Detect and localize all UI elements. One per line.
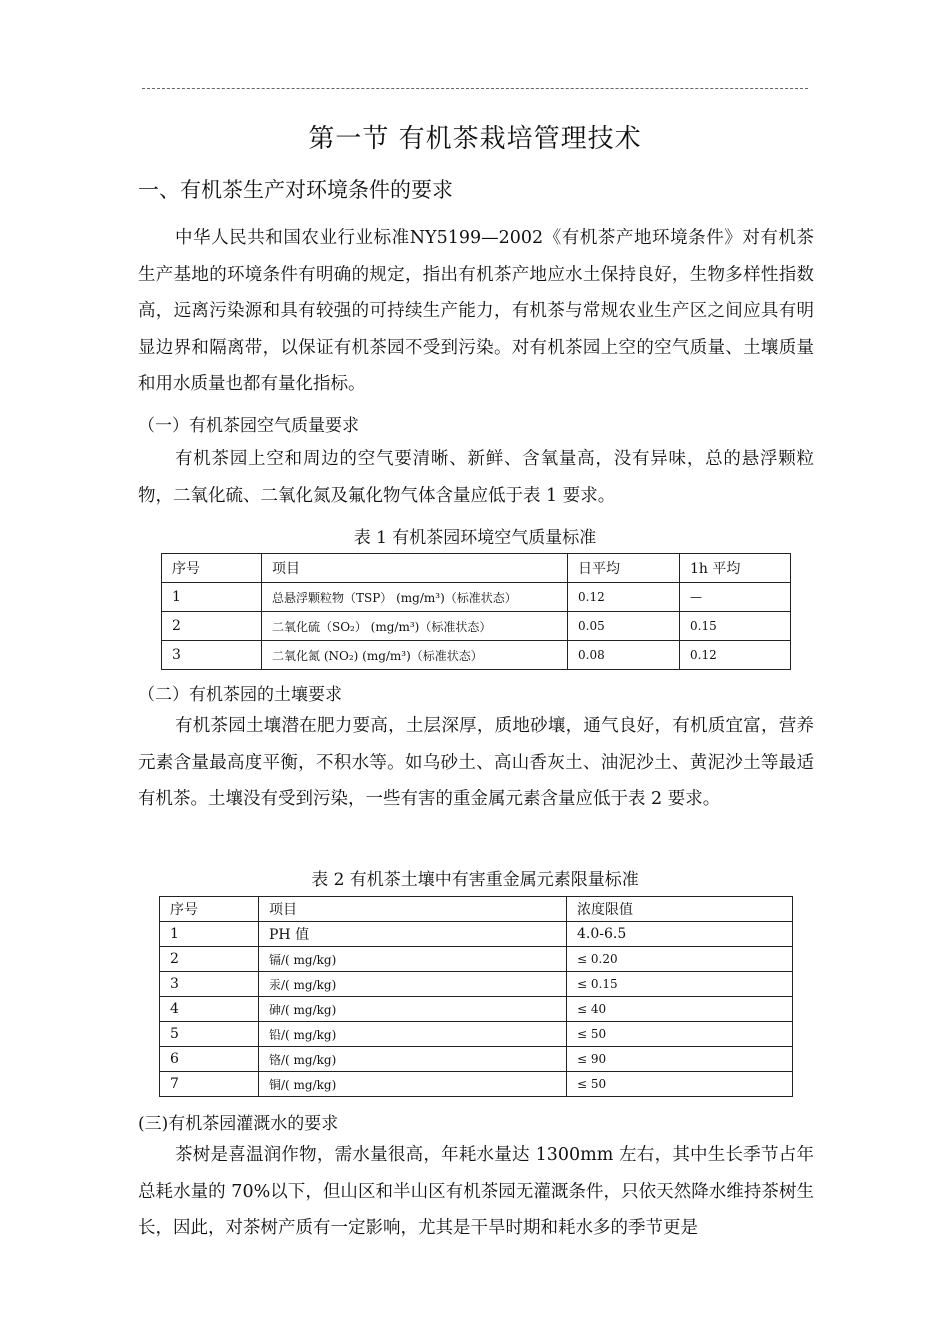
intro-paragraph: 中华人民共和国农业行业标准NY5199—2002《有机茶产地环境条件》对有机茶生产基地的环境条件有明确的规定，指出有机茶产地应水土保持良好，生物多样性指数高，远离污染源和具有较强的可持续生产能力，有机茶与常规农业生产区之间应具有明显边界和隔离带，以保证有机茶园不受到污染。对有机茶园上空的空气质量、土壤质量和用水质量也都有量化指标。 [138, 228, 814, 394]
table-cell: 1 [160, 922, 259, 947]
table-row [160, 1047, 793, 1072]
table-cell: ≤ 50 [567, 1022, 793, 1047]
air-heading: （一）有机茶园空气质量要求 [138, 416, 359, 436]
table-cell: 5 [160, 1022, 259, 1047]
table-cell: ≤ 50 [567, 1072, 793, 1097]
table-header-cell: 序号 [160, 897, 259, 922]
air-paragraph: 有机茶园上空和周边的空气要清晰、新鲜、含氧量高，没有异味，总的悬浮颗粒物，二氧化硫、二氧化氮及氟化物气体含量应低于表 1 要求。 [138, 449, 814, 506]
table-cell: ≤ 0.15 [567, 972, 793, 997]
table-cell: 总悬浮颗粒物（TSP） (mg/m³)（标准状态） [262, 583, 568, 612]
table-cell: 汞/( mg/kg) [259, 972, 567, 997]
page-title: 第一节 有机茶栽培管理技术 [308, 124, 642, 154]
table-row [162, 641, 791, 670]
table-cell: PH 值 [259, 922, 567, 947]
table-cell: ≤ 0.20 [567, 947, 793, 972]
table-cell: — [680, 583, 791, 612]
air-quality-table [161, 553, 791, 670]
table-cell: 7 [160, 1072, 259, 1097]
table-header-cell: 序号 [162, 554, 262, 583]
table-cell: 0.08 [568, 641, 680, 670]
table-cell: 铬/( mg/kg) [259, 1047, 567, 1072]
table-header-cell: 浓度限值 [567, 897, 793, 922]
soil-heading: （二）有机茶园的土壤要求 [138, 685, 342, 705]
water-heading: (三)有机茶园灌溉水的要求 [138, 1114, 339, 1134]
table-cell: 0.12 [568, 583, 680, 612]
table2-caption: 表 2 有机茶土壤中有害重金属元素限量标准 [311, 870, 639, 890]
table-cell: 1 [162, 583, 262, 612]
table-row [160, 947, 793, 972]
table-cell: 0.12 [680, 641, 791, 670]
soil-paragraph: 有机茶园土壤潜在肥力要高，土层深厚，质地砂壤，通气良好，有机质宜富，营养元素含量最高度平衡，不积水等。如乌砂土、高山香灰土、油泥沙土、黄泥沙土等最适有机茶。土壤没有受到污染，一些有害的重金属元素含量应低于表 2 要求。 [138, 716, 814, 809]
table-header-row [162, 554, 791, 583]
table-header-cell: 项目 [262, 554, 568, 583]
table-cell: 0.15 [680, 612, 791, 641]
table-header-row [160, 897, 793, 922]
header-divider [142, 88, 808, 89]
table-row [160, 922, 793, 947]
table-cell: 镉/( mg/kg) [259, 947, 567, 972]
table-cell: 砷/( mg/kg) [259, 997, 567, 1022]
table-row [160, 1022, 793, 1047]
table-header-cell: 项目 [259, 897, 567, 922]
section-heading: 一、有机茶生产对环境条件的要求 [138, 178, 453, 202]
table-cell: 2 [162, 612, 262, 641]
table-cell: 4.0-6.5 [567, 922, 793, 947]
table-cell: 3 [162, 641, 262, 670]
table-cell: 2 [160, 947, 259, 972]
soil-metal-table [159, 896, 793, 1097]
table-header-cell: 日平均 [568, 554, 680, 583]
table-row [160, 1072, 793, 1097]
table-cell: 二氧化硫（SO₂） (mg/m³)（标准状态） [262, 612, 568, 641]
table-row [162, 583, 791, 612]
table-header-cell: 1h 平均 [680, 554, 791, 583]
water-paragraph: 茶树是喜温润作物，需水量很高，年耗水量达 1300mm 左右，其中生长季节占年总耗水量的 70%以下，但山区和半山区有机茶园无灌溉条件，只依天然降水维持茶树生长，因此，对茶树产质有一定影响，尤其是干旱时期和耗水多的季节更是 [138, 1145, 814, 1238]
table-cell: 4 [160, 997, 259, 1022]
table-cell: 二氧化氮 (NO₂) (mg/m³)（标准状态） [262, 641, 568, 670]
table1-caption: 表 1 有机茶园环境空气质量标准 [353, 528, 597, 548]
table-cell: 3 [160, 972, 259, 997]
table-row [160, 972, 793, 997]
table-cell: 铅/( mg/kg) [259, 1022, 567, 1047]
table-cell: ≤ 90 [567, 1047, 793, 1072]
table-row [160, 997, 793, 1022]
table-cell: 0.05 [568, 612, 680, 641]
table-cell: 铜/( mg/kg) [259, 1072, 567, 1097]
table-cell: ≤ 40 [567, 997, 793, 1022]
table-row [162, 612, 791, 641]
table-cell: 6 [160, 1047, 259, 1072]
